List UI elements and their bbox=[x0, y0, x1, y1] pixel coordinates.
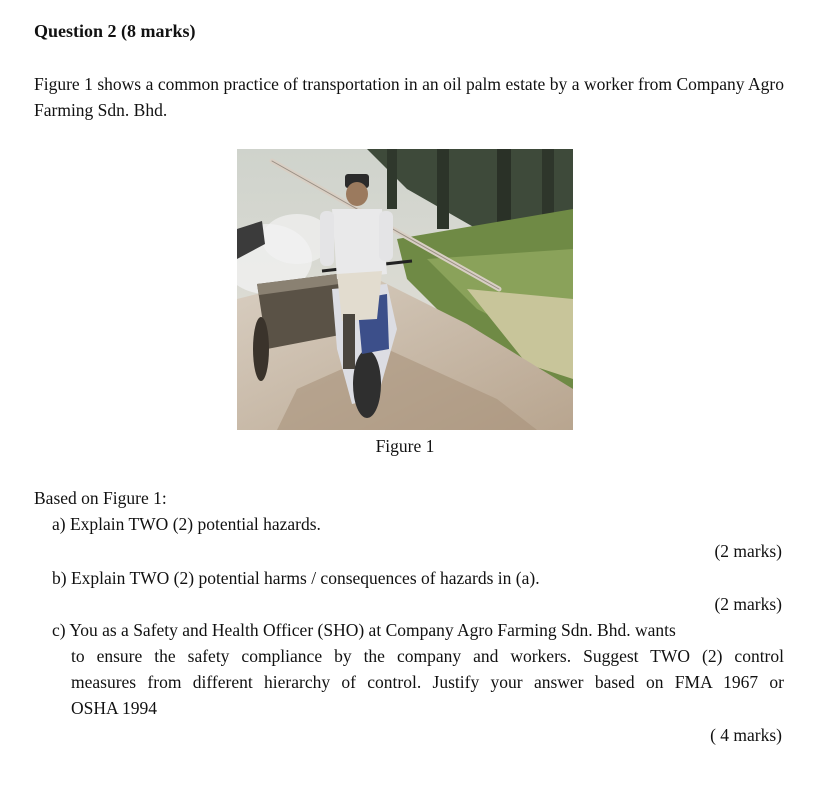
figure-caption: Figure 1 bbox=[375, 436, 435, 456]
part-c-line-2: to ensure the safety compliance by the company and workers. Suggest TWO (2) control bbox=[71, 646, 784, 666]
part-a-label: a) bbox=[52, 514, 66, 534]
part-c-text-1: You as a Safety and Health Officer (SHO) at Company Agro Farming Sdn. Bhd. wants bbox=[69, 620, 676, 640]
question-heading: Question 2 (8 marks) bbox=[34, 21, 196, 41]
part-c-line-3: measures from different hierarchy of control. Justify your answer based on FMA 1967 or bbox=[71, 672, 784, 692]
question-intro: Figure 1 shows a common practice of transportation in an oil palm estate by a worker from Company Agro Farming Sdn. Bhd. bbox=[34, 74, 784, 120]
part-b-marks: (2 marks) bbox=[714, 594, 782, 614]
based-on-label: Based on Figure 1: bbox=[34, 488, 167, 508]
part-a-text: Explain TWO (2) potential hazards. bbox=[69, 514, 321, 534]
figure-1-photo bbox=[237, 149, 573, 430]
part-a bbox=[52, 511, 321, 537]
part-b-text: Explain TWO (2) potential harms / consequences of hazards in (a). bbox=[70, 568, 540, 588]
part-c-marks: ( 4 marks) bbox=[710, 725, 782, 745]
part-b-label: b) bbox=[52, 568, 67, 588]
part-c bbox=[52, 617, 784, 721]
part-a-marks: (2 marks) bbox=[714, 541, 782, 561]
part-b bbox=[52, 565, 540, 591]
part-c-line-1 bbox=[52, 617, 784, 643]
part-c-label: c) bbox=[52, 620, 66, 640]
part-c-line-4: OSHA 1994 bbox=[71, 698, 158, 718]
